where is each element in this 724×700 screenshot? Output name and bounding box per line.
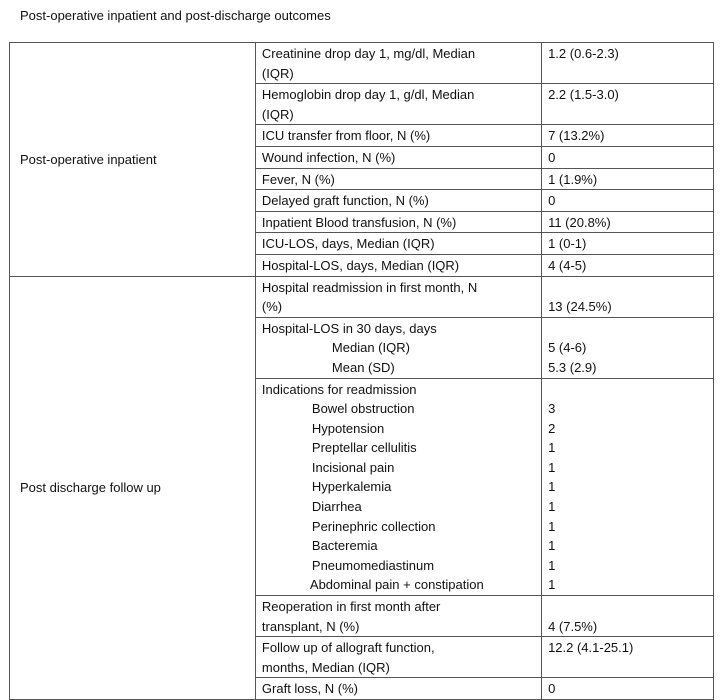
row-label: Hospital-LOS, days, Median (IQR) bbox=[255, 254, 541, 276]
row-value: 12.2 (4.1-25.1) bbox=[542, 637, 714, 678]
row-label: Hospital readmission in first month, N (%) bbox=[255, 276, 541, 317]
row-value: 1 (1.9%) bbox=[542, 168, 714, 190]
page-title: Post-operative inpatient and post-discharge outcomes bbox=[20, 8, 331, 23]
row-value: 3 2 1 1 1 1 1 1 1 1 bbox=[542, 378, 714, 596]
row-label: Hemoglobin drop day 1, g/dl, Median (IQR) bbox=[255, 84, 541, 125]
row-value: 7 (13.2%) bbox=[542, 125, 714, 147]
row-label: Indications for readmission Bowel obstruction Hypotension Preptellar cellulitis Incisional pain Hyperkalemia Diarrhea Perinephric collection Bacteremia Pneumomediastinum Abdominal pain + constipation bbox=[255, 378, 541, 596]
row-value: 1.2 (0.6-2.3) bbox=[542, 43, 714, 84]
row-value: 4 (7.5%) bbox=[542, 596, 714, 637]
row-label: Follow up of allograft function, months, Median (IQR) bbox=[255, 637, 541, 678]
row-value: 4 (4-5) bbox=[542, 254, 714, 276]
group-label-post-operative-inpatient: Post-operative inpatient bbox=[10, 43, 256, 277]
outcomes-table bbox=[9, 42, 714, 700]
table-row bbox=[10, 43, 714, 84]
row-value: 0 bbox=[542, 190, 714, 212]
row-label: Fever, N (%) bbox=[255, 168, 541, 190]
row-value: 0 bbox=[542, 678, 714, 700]
row-value: 0 bbox=[542, 146, 714, 168]
row-label: Graft loss, N (%) bbox=[255, 678, 541, 700]
row-value: 11 (20.8%) bbox=[542, 211, 714, 233]
row-label: Inpatient Blood transfusion, N (%) bbox=[255, 211, 541, 233]
row-label: ICU transfer from floor, N (%) bbox=[255, 125, 541, 147]
row-label: Creatinine drop day 1, mg/dl, Median (IQR) bbox=[255, 43, 541, 84]
row-label: ICU-LOS, days, Median (IQR) bbox=[255, 233, 541, 255]
row-label: Delayed graft function, N (%) bbox=[255, 190, 541, 212]
row-label: Wound infection, N (%) bbox=[255, 146, 541, 168]
table-row bbox=[10, 276, 714, 317]
row-value: 2.2 (1.5-3.0) bbox=[542, 84, 714, 125]
row-value: 1 (0-1) bbox=[542, 233, 714, 255]
group-label-post-discharge: Post discharge follow up bbox=[10, 276, 256, 699]
row-value: 13 (24.5%) bbox=[542, 276, 714, 317]
row-value: 5 (4-6) 5.3 (2.9) bbox=[542, 317, 714, 378]
row-label: Hospital-LOS in 30 days, days Median (IQR) Mean (SD) bbox=[255, 317, 541, 378]
row-label: Reoperation in first month after transplant, N (%) bbox=[255, 596, 541, 637]
